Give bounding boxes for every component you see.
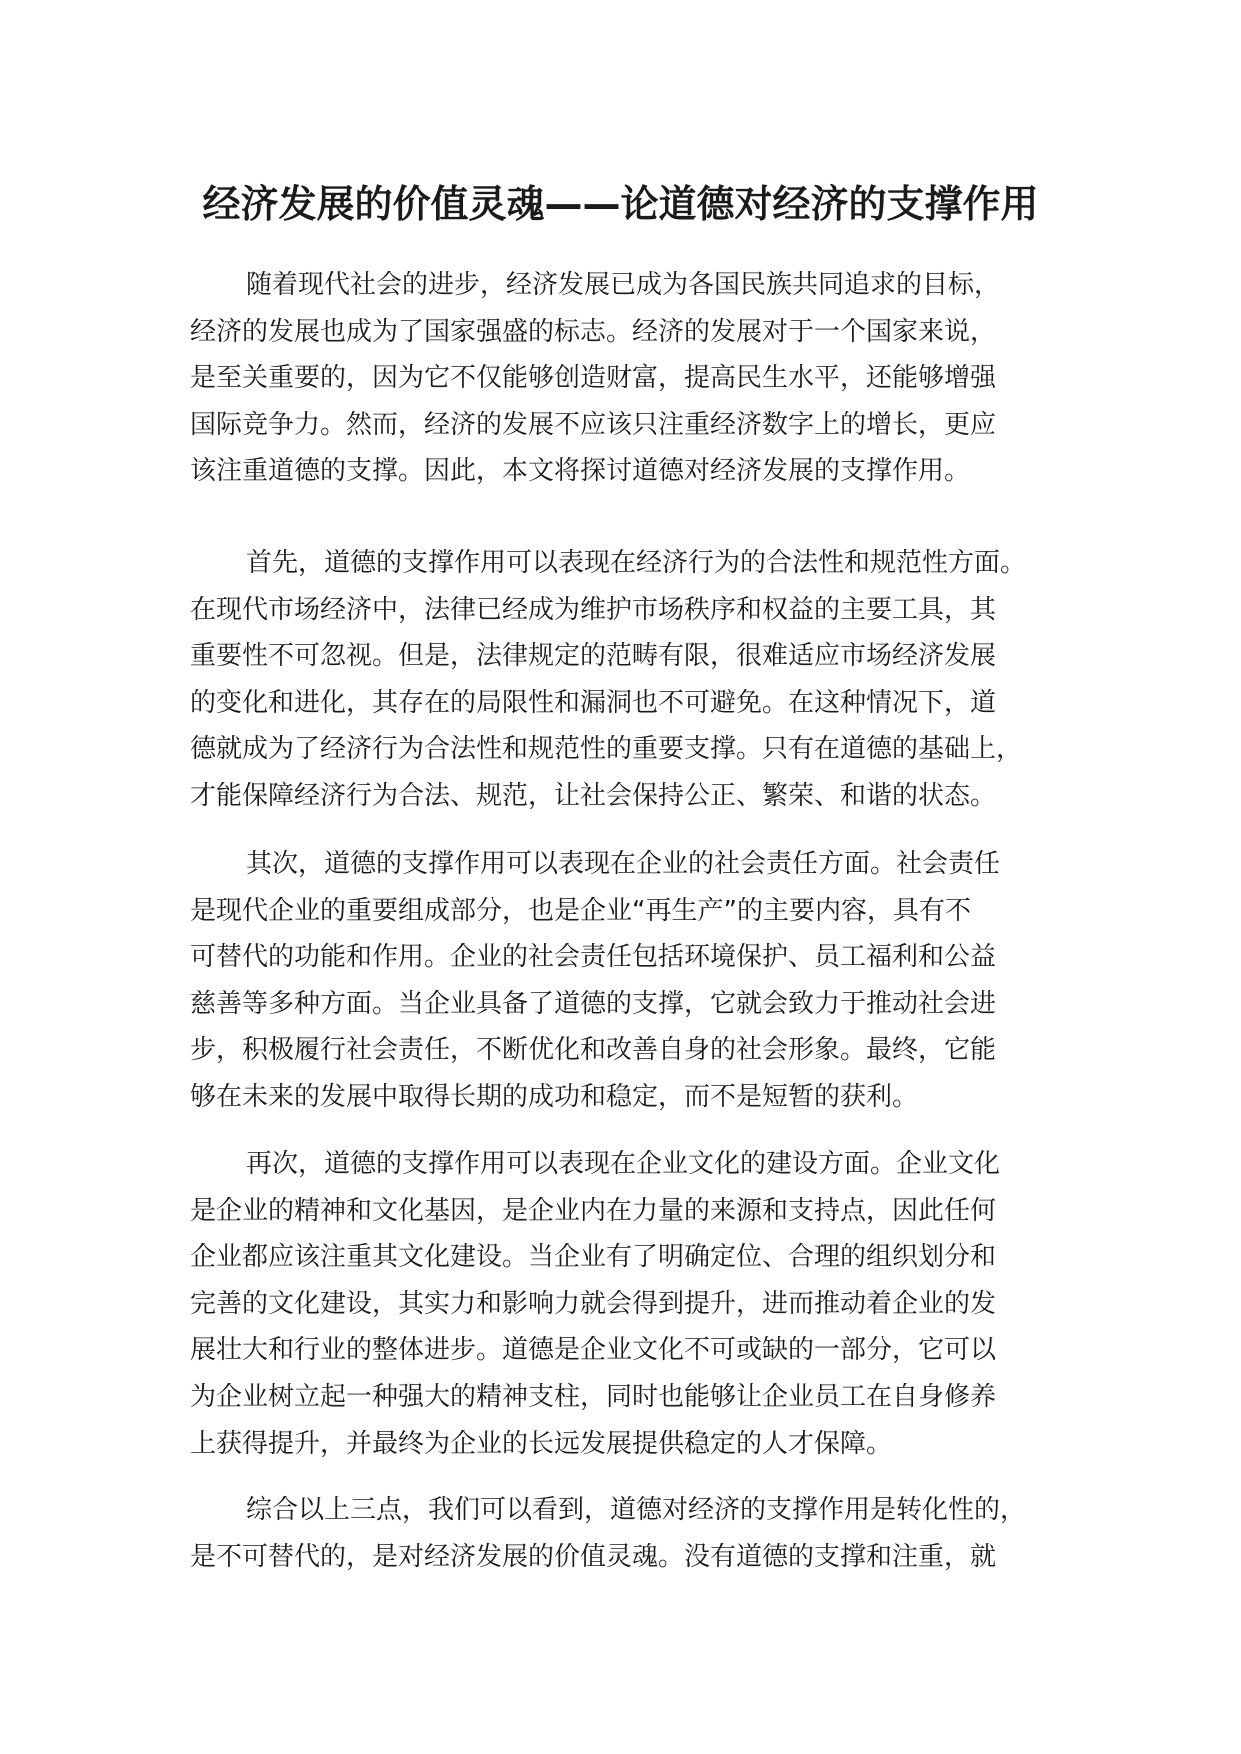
paragraph-line: 国际竞争力。然而，经济的发展不应该只注重经济数字上的增长，更应: [190, 409, 997, 440]
paragraph-5: [190, 1487, 1026, 1580]
paragraph-line: 德就成为了经济行为合法性和规范性的重要支撑。只有在道德的基础上，: [190, 734, 1023, 765]
paragraph-line: 重要性不可忽视。但是，法律规定的范畴有限，很难适应市场经济发展: [190, 641, 997, 672]
paragraph-line: 首先，道德的支撑作用可以表现在经济行为的合法性和规范性方面。: [246, 548, 1027, 578]
paragraph-line: 的变化和进化，其存在的局限性和漏洞也不可避免。在这种情况下，道: [190, 687, 997, 718]
paragraph-line: 才能保障经济行为合法、规范，让社会保持公正、繁荣、和谐的状态。: [190, 780, 997, 811]
paragraph-line: 随着现代社会的进步，经济发展已成为各国民族共同追求的目标，: [246, 270, 1001, 300]
paragraph-line: 完善的文化建设，其实力和影响力就会得到提升，进而推动着企业的发: [190, 1288, 997, 1319]
paragraph-line: 是企业的精神和文化基因，是企业内在力量的来源和支持点，因此任何: [190, 1195, 997, 1226]
paragraph-line: 展壮大和行业的整体进步。道德是企业文化不可或缺的一部分，它可以: [190, 1335, 997, 1366]
paragraph-line: 上获得提升，并最终为企业的长远发展提供稳定的人才保障。: [190, 1428, 893, 1459]
paragraph-line: 是不可替代的，是对经济发展的价值灵魂。没有道德的支撑和注重，就: [190, 1541, 997, 1572]
paragraph-2: [190, 540, 1026, 820]
paragraph-1: [190, 262, 1000, 495]
paragraph-line: 是现代企业的重要组成部分，也是企业“再生产”的主要内容，具有不: [190, 895, 971, 926]
paragraph-line: 该注重道德的支撑。因此，本文将探讨道德对经济发展的支撑作用。: [190, 456, 971, 487]
paragraph-4: [190, 1141, 1000, 1467]
paragraph-line: 再次，道德的支撑作用可以表现在企业文化的建设方面。企业文化: [246, 1149, 1001, 1179]
document-title: 经济发展的价值灵魂——论道德对经济的支撑作用: [202, 182, 1039, 226]
paragraph-line: 企业都应该注重其文化建设。当企业有了明确定位、合理的组织划分和: [190, 1242, 997, 1273]
paragraph-3: [190, 841, 1000, 1121]
paragraph-line: 够在未来的发展中取得长期的成功和稳定，而不是短暂的获利。: [190, 1081, 919, 1112]
paragraph-line: 是至关重要的，因为它不仅能够创造财富，提高民生水平，还能够增强: [190, 363, 997, 394]
paragraph-line: 步，积极履行社会责任，不断优化和改善自身的社会形象。最终，它能: [190, 1035, 997, 1066]
paragraph-line: 其次，道德的支撑作用可以表现在企业的社会责任方面。社会责任: [246, 849, 1001, 879]
paragraph-line: 可替代的功能和作用。企业的社会责任包括环境保护、员工福利和公益: [190, 942, 997, 973]
paragraph-line: 经济的发展也成为了国家强盛的标志。经济的发展对于一个国家来说，: [190, 316, 997, 347]
paragraph-line: 综合以上三点，我们可以看到，道德对经济的支撑作用是转化性的，: [246, 1495, 1027, 1525]
paragraph-line: 为企业树立起一种强大的精神支柱，同时也能够让企业员工在自身修养: [190, 1381, 997, 1412]
paragraph-line: 在现代市场经济中，法律已经成为维护市场秩序和权益的主要工具，其: [190, 594, 997, 625]
paragraph-line: 慈善等多种方面。当企业具备了道德的支撑，它就会致力于推动社会进: [190, 988, 997, 1019]
